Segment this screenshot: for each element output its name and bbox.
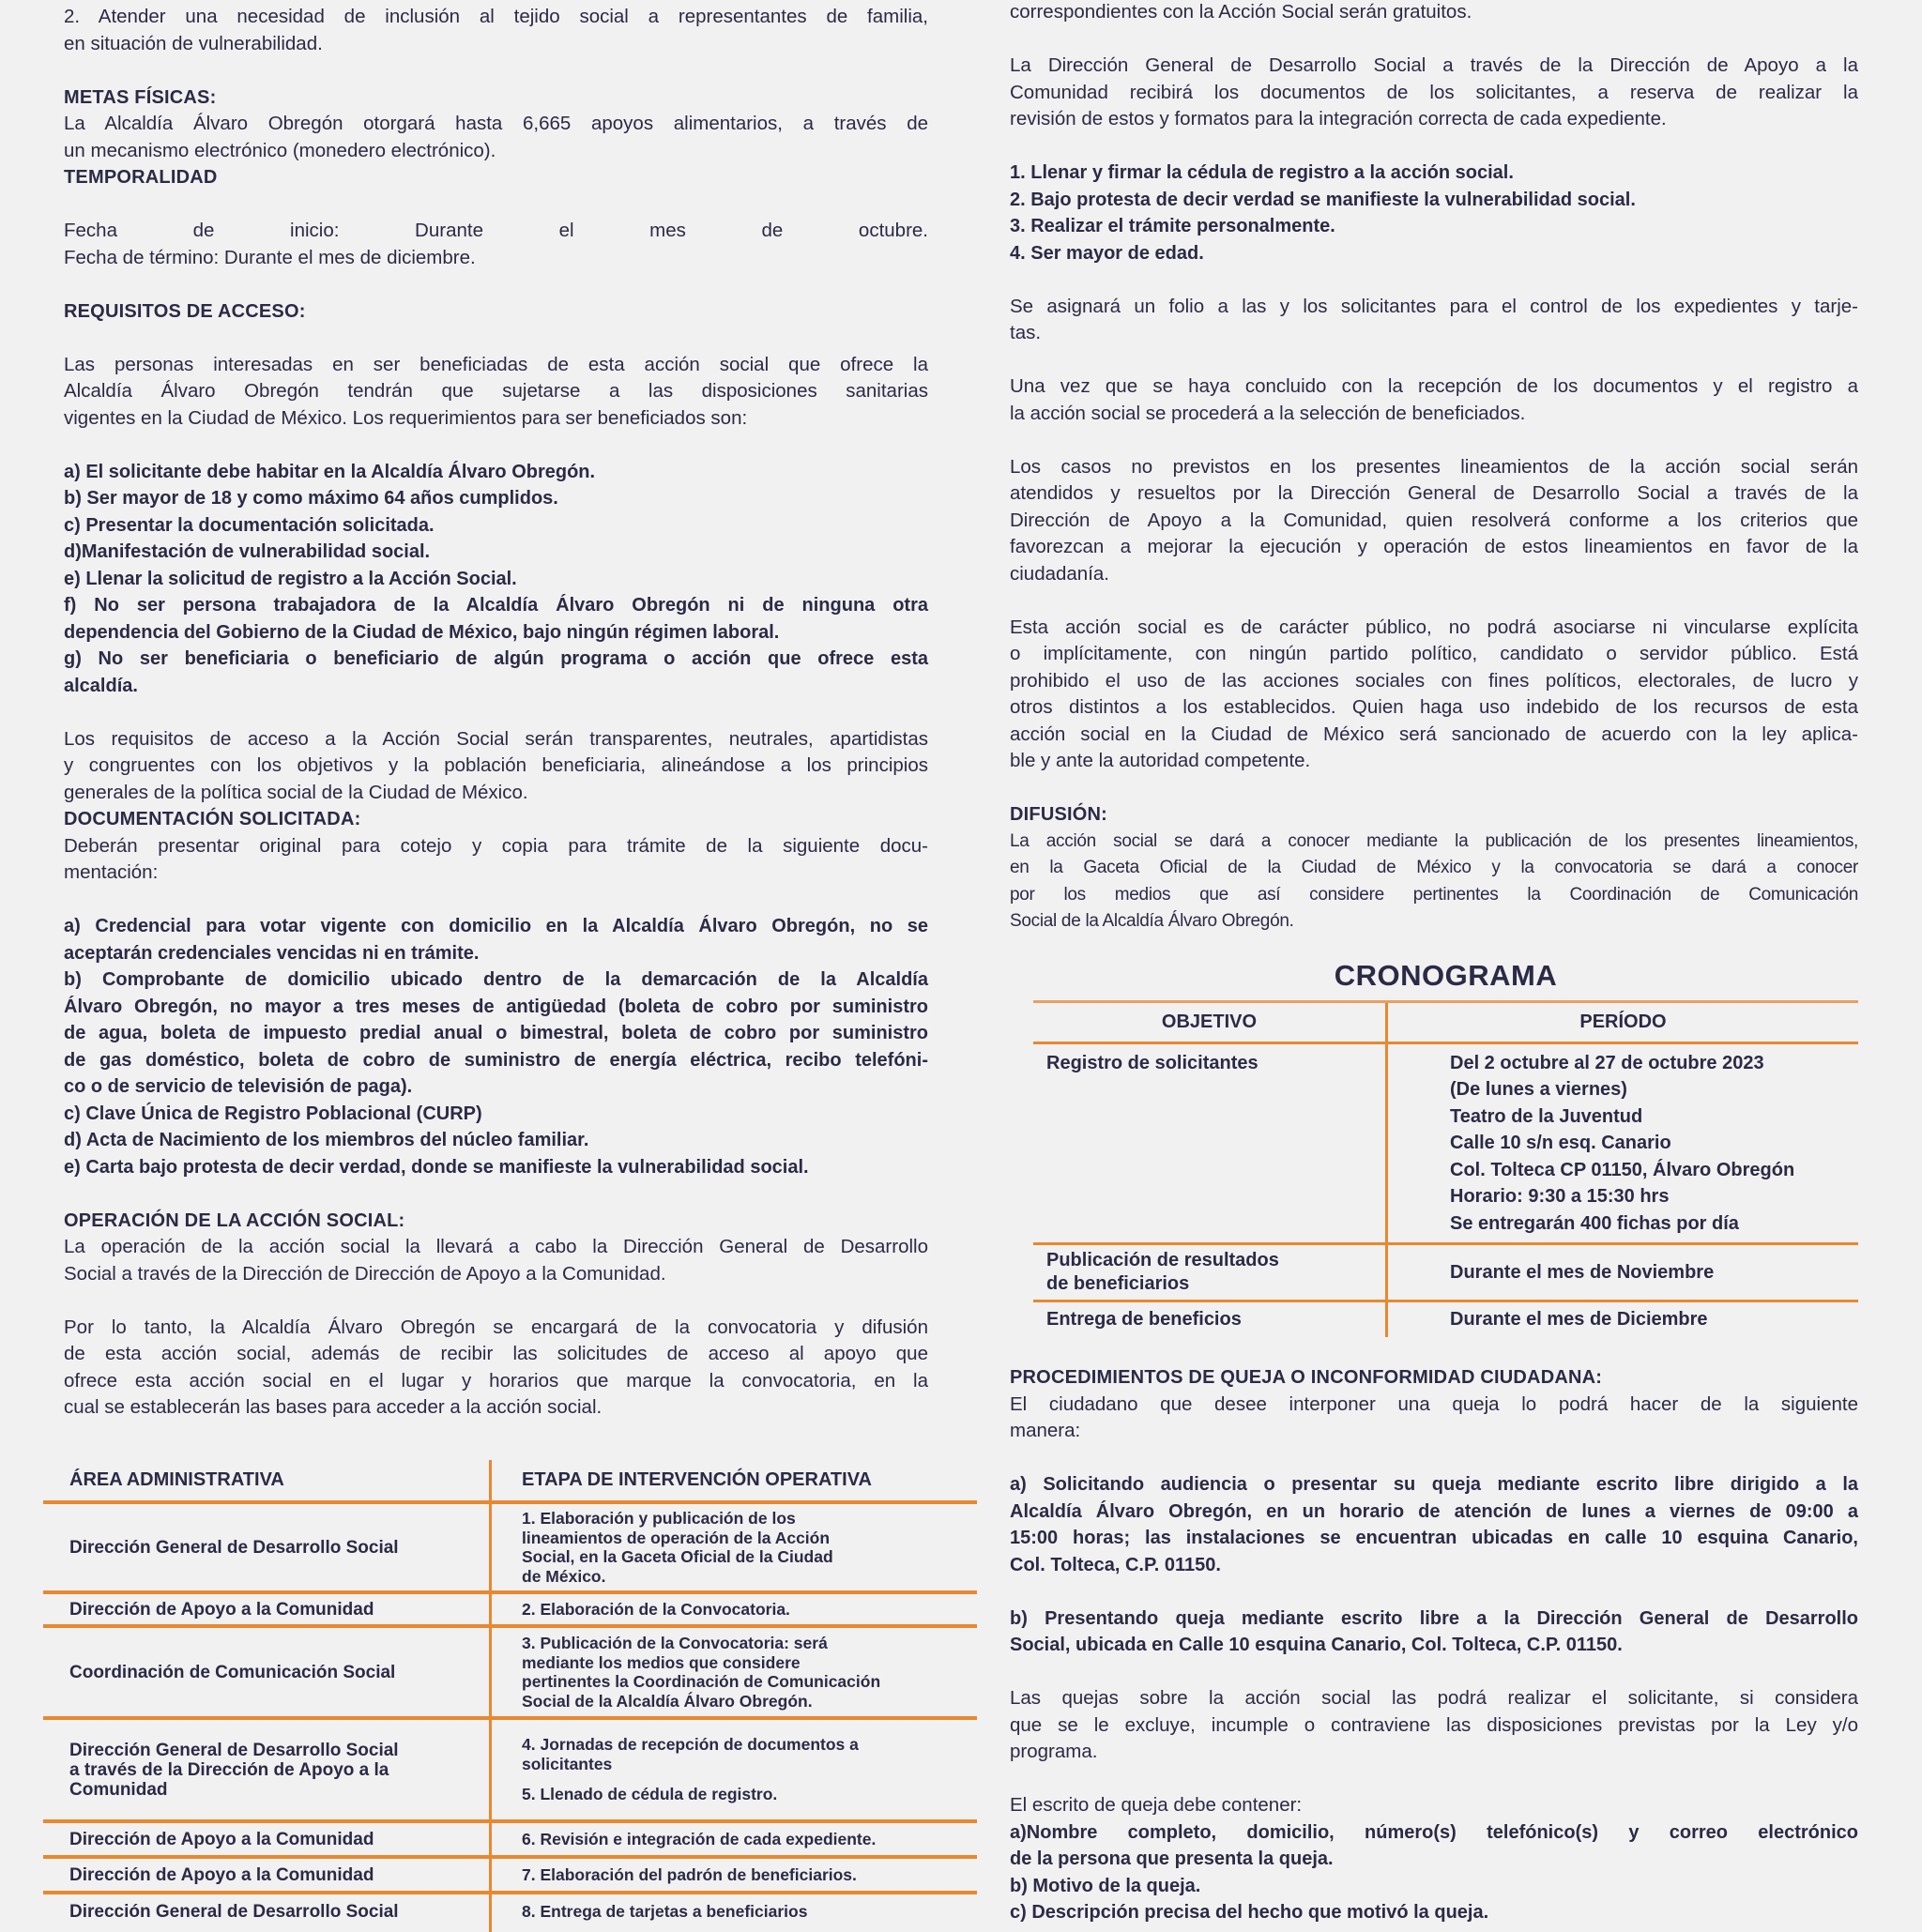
text-line: Comunidad recibirá los documentos de los solicitantes, a reserva de realizar la (1010, 81, 1858, 103)
text-line: atendidos y resueltos por la Dirección General de Desarrollo Social a través de la (1010, 482, 1858, 504)
cell-line: Horario: 9:30 a 15:30 hrs (1450, 1186, 1670, 1207)
cell-line: Calle 10 s/n esq. Canario (1450, 1133, 1671, 1153)
etapa-cell (489, 1720, 977, 1819)
text-line: DIFUSIÓN: (1010, 804, 1108, 825)
text-line: 3. Realizar el trámite personalmente. (1010, 216, 1335, 236)
text-line: Una vez que se haya concluido con la recepción de los documentos y el registro a (1010, 375, 1858, 397)
admin-table-row (43, 1720, 977, 1823)
column-header: ÁREA ADMINISTRATIVA (69, 1469, 284, 1490)
cell-line: Entrega de beneficios (1046, 1309, 1242, 1330)
text-line: alcaldía. (64, 675, 138, 696)
bold-list (64, 913, 928, 1180)
text-line: El escrito de queja debe contener: (1010, 1794, 1303, 1816)
cell-line: lineamientos de operación de la Acción (522, 1528, 831, 1547)
text-line: TEMPORALIDAD (64, 167, 218, 188)
text-line: Fecha de inicio: Durante el mes de octubre. (64, 220, 928, 241)
area-cell (43, 1504, 489, 1590)
cell-line: de México. (522, 1566, 606, 1586)
text-line: la acción social se procederá a la selección de beneficiados. (1010, 402, 1526, 424)
column-header: OBJETIVO (1161, 1012, 1258, 1032)
text-line: que se le excluye, incumple o contraviene las disposiciones previstas por la Ley y/o (1010, 1713, 1858, 1736)
cell-line: 2. Elaboración de la Convocatoria. (522, 1599, 790, 1619)
text-line: Las personas interesadas en ser beneficiadas de esta acción social que ofrece la (64, 353, 928, 375)
etapa-cell (489, 1894, 977, 1932)
text-line: acción social en la Ciudad de México será sancionado de acuerdo con la ley aplica- (1010, 723, 1858, 745)
cell-line: Comunidad (69, 1779, 168, 1800)
bold-list (64, 459, 928, 700)
text-line: Social de la Alcaldía Álvaro Obregón. (1010, 911, 1294, 931)
column-header: ETAPA DE INTERVENCIÓN OPERATIVA (489, 1460, 977, 1500)
cell-line (522, 1773, 977, 1785)
cell-line: pertinentes la Coordinación de Comunicación (522, 1672, 881, 1691)
text-line: Los requisitos de acceso a la Acción Social serán transparentes, neutrales, apartidistas (64, 727, 928, 750)
text-line: un mecanismo electrónico (monedero electrónico). (64, 139, 496, 161)
text-line: e) Carta bajo protesta de decir verdad, donde se manifieste la vulnerabilidad social. (64, 1156, 809, 1178)
cell-line: solicitantes (522, 1754, 613, 1773)
area-cell (43, 1859, 489, 1891)
cell-line: mediante los medios que considere (522, 1652, 801, 1672)
text-line: de la persona que presenta la queja. (1010, 1848, 1334, 1869)
text-line: La operación de la acción social la llevará a cabo la Dirección General de Desarrollo (64, 1236, 928, 1257)
text-line: Alcaldía Álvaro Obregón tendrán que sujetarse a las disposiciones sanitarias (64, 380, 928, 402)
text-line: de esta acción social, además de recibir las solicitudes de acceso al apoyo que (64, 1343, 928, 1364)
cell-line: Registro de solicitantes (1046, 1052, 1258, 1073)
cell-line: Social, en la Gaceta Oficial de la Ciudad (522, 1547, 833, 1566)
text-line: 2. Atender una necesidad de inclusión al tejido social a representantes de familia, (64, 6, 928, 27)
etapa-cell (489, 1823, 977, 1855)
bold-list (1010, 1605, 1858, 1659)
objetivo-cell (1033, 1302, 1385, 1337)
cell-line: Se entregarán 400 fichas por día (1450, 1212, 1739, 1234)
text-line: generales de la política social de la Ciudad de México. (64, 781, 528, 803)
text-line: DOCUMENTACIÓN SOLICITADA: (64, 809, 361, 829)
cronograma-table (1033, 1000, 1858, 1337)
text-line: La Alcaldía Álvaro Obregón otorgará hasta 6,665 apoyos alimentarios, a través de (64, 113, 928, 134)
section-heading (64, 1208, 928, 1235)
text-line: revisión de estos y formatos para la integración correcta de cada expediente. (1010, 108, 1667, 129)
periodo-cell (1385, 1044, 1858, 1243)
text-line: otros distintos a los establecidos. Quien haga uso indebido de los recursos de esta (1010, 696, 1858, 718)
text-line: PROCEDIMIENTOS DE QUEJA O INCONFORMIDAD CIUDADANA: (1010, 1367, 1603, 1388)
text-line: ciudadanía. (1010, 562, 1110, 585)
text-line: aceptarán credenciales vencidas ni en trámite. (64, 942, 480, 964)
text-line: mentación: (64, 861, 159, 883)
text-line: Se asignará un folio a las y los solicitantes para el control de los expedientes y tarje- (1010, 295, 1858, 317)
text-line: e) Llenar la solicitud de registro a la Acción Social. (64, 568, 517, 589)
text-line: d) Acta de Nacimiento de los miembros del núcleo familiar. (64, 1130, 589, 1150)
admin-table-row (43, 1628, 977, 1720)
periodo-cell (1385, 1245, 1858, 1300)
text-line: c) Descripción precisa del hecho que motivó la queja. (1010, 1902, 1489, 1923)
cronograma-row (1033, 1044, 1858, 1246)
paragraph (64, 1315, 928, 1422)
text-line: en situación de vulnerabilidad. (64, 32, 323, 54)
paragraph (1010, 454, 1858, 588)
periodo-cell (1385, 1302, 1858, 1337)
paragraph (64, 218, 928, 271)
text-line: g) No ser beneficiaria o beneficiario de algún programa o acción que ofrece esta (64, 648, 928, 669)
cell-line: Del 2 octubre al 27 de octubre 2023 (1450, 1052, 1764, 1073)
text-line: en la Gaceta Oficial de la Ciudad de México y la convocatoria se dará a conocer (1010, 858, 1858, 877)
paragraph (64, 726, 928, 807)
paragraph (1010, 294, 1858, 347)
area-cell (43, 1720, 489, 1819)
admin-table-row (43, 1859, 977, 1894)
text-line: favorezcan a mejorar la ejecución y operación de estos lineamientos en favor de la (1010, 536, 1858, 557)
paragraph (64, 833, 928, 887)
right-column-bottom (1010, 1364, 1858, 1926)
text-line: Los casos no previstos en los presentes lineamientos de la acción social serán (1010, 455, 1858, 478)
text-line: b) Ser mayor de 18 y como máximo 64 años cumplidos. (64, 488, 558, 509)
cell-line: Dirección de Apoyo a la Comunidad (69, 1599, 374, 1620)
text-line: METAS FÍSICAS: (64, 86, 217, 108)
text-line: a) El solicitante debe habitar en la Alcaldía Álvaro Obregón. (64, 461, 596, 482)
text-line: vigentes en la Ciudad de México. Los requerimientos para ser beneficiados son: (64, 406, 748, 429)
text-line: cual se establecerán las bases para acceder a la acción social. (64, 1396, 603, 1418)
text-line: 4. Ser mayor de edad. (1010, 242, 1204, 264)
text-line: por los medios que así considere pertinentes la Coordinación de Comunicación (1010, 884, 1858, 905)
text-line: c) Clave Única de Registro Poblacional (CURP) (64, 1103, 482, 1124)
cell-line: Dirección General de Desarrollo Social (69, 1740, 399, 1760)
section-heading (64, 806, 928, 833)
cronograma-header (1033, 1003, 1858, 1044)
text-line: Las quejas sobre la acción social las podrá realizar el solicitante, si considera (1010, 1687, 1858, 1709)
section-heading (64, 164, 928, 191)
text-line: La Dirección General de Desarrollo Social a través de la Dirección de Apoyo a la (1010, 54, 1858, 76)
text-line: b) Comprobante de domicilio ubicado dentro de la demarcación de la Alcaldía (64, 969, 928, 990)
text-line: 15:00 horas; las instalaciones se encuentran ubicadas en calle 10 esquina Canario, (1010, 1528, 1858, 1548)
text-line: 2. Bajo protesta de decir verdad se manifieste la vulnerabilidad social. (1010, 189, 1636, 210)
text-line: correspondientes con la Acción Social serán gratuitos. (1010, 1, 1472, 23)
bold-list (1010, 1471, 1858, 1578)
text-line: Álvaro Obregón, no mayor a tres meses de antigüedad (boleta de cobro por suministro (64, 996, 928, 1017)
text-line: d)Manifestación de vulnerabilidad social. (64, 541, 431, 562)
cell-line: 4. Jornadas de recepción de documentos a (522, 1735, 859, 1755)
text-line: Por lo tanto, la Alcaldía Álvaro Obregón se encargará de la convocatoria y difusión (64, 1316, 928, 1338)
cell-line: Durante el mes de Diciembre (1450, 1309, 1708, 1330)
section-heading (64, 84, 928, 112)
text-line: de agua, boleta de impuesto predial anual o bimestral, boleta de cobro por suministro (64, 1023, 928, 1043)
text-line: co o de servicio de televisión de paga). (64, 1076, 413, 1097)
paragraph (1010, 615, 1858, 775)
paragraph (1010, 1685, 1858, 1766)
text-line: ofrece esta acción social en el lugar y horarios que marque la convocatoria, en la (64, 1369, 928, 1392)
bold-list (1010, 1819, 1858, 1926)
text-line: Social, ubicada en Calle 10 esquina Canario, Col. Tolteca, C.P. 01150. (1010, 1635, 1623, 1655)
cell-line: Durante el mes de Noviembre (1450, 1261, 1715, 1283)
paragraph (1010, 373, 1858, 427)
text-line: 1. Llenar y firmar la cédula de registro a la acción social. (1010, 162, 1514, 183)
etapa-cell (489, 1594, 977, 1624)
text-line: Fecha de término: Durante el mes de diciembre. (64, 246, 476, 268)
etapa-cell (489, 1628, 977, 1716)
cell-line: Teatro de la Juventud (1450, 1105, 1643, 1127)
cell-line: 5. Llenado de cédula de registro. (522, 1785, 778, 1804)
cell-line: Publicación de resultados (1046, 1250, 1279, 1270)
cell-line: Col. Tolteca CP 01150, Álvaro Obregón (1450, 1159, 1795, 1180)
area-cell (43, 1594, 489, 1624)
admin-table-row (43, 1504, 977, 1594)
admin-table (43, 1460, 977, 1932)
paragraph (64, 352, 928, 433)
bold-list (1010, 160, 1858, 266)
objetivo-cell (1033, 1044, 1385, 1243)
cell-line: Coordinación de Comunicación Social (69, 1662, 396, 1682)
text-line: y congruentes con los objetivos y la población beneficiaria, alineándose a los principios (64, 754, 928, 776)
section-heading (1010, 801, 1858, 829)
text-line: c) Presentar la documentación solicitada. (64, 514, 435, 536)
left-column (64, 4, 928, 1422)
paragraph (64, 1234, 928, 1287)
text-line: a) Solicitando audiencia o presentar su queja mediante escrito libre dirigido a la (1010, 1474, 1858, 1495)
text-line: manera: (1010, 1420, 1081, 1441)
cronograma-row (1033, 1302, 1858, 1337)
section-heading (64, 298, 928, 326)
text-line: programa. (1010, 1741, 1098, 1762)
cell-line: Dirección de Apoyo a la Comunidad (69, 1864, 374, 1885)
text-line: o implícitamente, con ningún partido político, candidato o servidor público. Está (1010, 643, 1858, 664)
text-line: f) No ser persona trabajadora de la Alcaldía Álvaro Obregón ni de ninguna otra (64, 595, 928, 616)
admin-table-row (43, 1894, 977, 1932)
text-line: Col. Tolteca, C.P. 01150. (1010, 1554, 1221, 1575)
right-column-top (1010, 0, 1858, 936)
cell-line: Dirección de Apoyo a la Comunidad (69, 1829, 374, 1849)
text-line: Alcaldía Álvaro Obregón, en un horario de atención de lunes a viernes de 09:00 a (1010, 1500, 1858, 1522)
etapa-cell (489, 1504, 977, 1590)
cell-line: Social de la Alcaldía Álvaro Obregón. (522, 1691, 813, 1711)
cell-line: 3. Publicación de la Convocatoria: será (522, 1634, 828, 1652)
paragraph (64, 4, 928, 57)
text-line: Esta acción social es de carácter público, no podrá asociarse ni vincularse explícita (1010, 616, 1858, 638)
cronograma-title: CRONOGRAMA (1334, 959, 1558, 992)
text-line: a)Nombre completo, domicilio, número(s) telefónico(s) y correo electrónico (1010, 1821, 1858, 1843)
text-line: dependencia del Gobierno de la Ciudad de México, bajo ningún régimen laboral. (64, 621, 780, 643)
cell-line: Dirección General de Desarrollo Social (69, 1537, 399, 1558)
paragraph (1010, 829, 1858, 936)
cell-line: 8. Entrega de tarjetas a beneficiarios (522, 1902, 808, 1921)
cronograma-row (1033, 1245, 1858, 1302)
paragraph (1010, 1392, 1858, 1445)
admin-table-row (43, 1594, 977, 1628)
text-line: b) Motivo de la queja. (1010, 1875, 1201, 1896)
section-heading (1010, 1364, 1858, 1392)
cell-line: de beneficiarios (1046, 1273, 1190, 1294)
column-header: PERÍODO (1385, 1003, 1858, 1042)
text-line: b) Presentando queja mediante escrito libre a la Dirección General de Desarrollo (1010, 1607, 1858, 1629)
text-line: La acción social se dará a conocer mediante la publicación de los presentes lineamientos, (1010, 830, 1858, 851)
paragraph (64, 111, 928, 164)
text-line: REQUISITOS DE ACCESO: (64, 300, 306, 322)
cell-line: a través de la Dirección de Apoyo a la (69, 1759, 389, 1780)
paragraph (1010, 53, 1858, 133)
area-cell (43, 1894, 489, 1932)
cell-line: 6. Revisión e integración de cada expediente. (522, 1829, 877, 1848)
text-line: de gas doméstico, boleta de cobro de suministro de energía eléctrica, recibo telefóni- (64, 1049, 928, 1071)
text-line: El ciudadano que desee interponer una queja lo podrá hacer de la siguiente (1010, 1392, 1858, 1415)
text-line: a) Credencial para votar vigente con domicilio en la Alcaldía Álvaro Obregón, no se (64, 916, 928, 936)
text-line: prohibido el uso de las acciones sociales con fines políticos, electorales, de lucro y (1010, 669, 1858, 692)
admin-table-header (43, 1460, 977, 1504)
etapa-cell (489, 1859, 977, 1891)
text-line: ble y ante la autoridad competente. (1010, 750, 1311, 771)
area-cell (43, 1823, 489, 1855)
area-cell (43, 1628, 489, 1716)
paragraph (1010, 0, 1858, 26)
cell-line: 1. Elaboración y publicación de los (522, 1509, 796, 1528)
text-line: Social a través de la Dirección de Dirección de Apoyo a la Comunidad. (64, 1262, 666, 1285)
text-line: Deberán presentar original para cotejo y copia para trámite de la siguiente docu- (64, 834, 928, 857)
cell-line: Dirección General de Desarrollo Social (69, 1902, 399, 1922)
paragraph (1010, 1792, 1858, 1819)
admin-table-row (43, 1823, 977, 1859)
text-line: OPERACIÓN DE LA ACCIÓN SOCIAL: (64, 1209, 405, 1231)
cell-line: 7. Elaboración del padrón de beneficiarios. (522, 1864, 857, 1884)
text-line: tas. (1010, 322, 1042, 343)
text-line: Dirección de Apoyo a la Comunidad, quien resolverá conforme a los criterios que (1010, 509, 1858, 531)
cell-line: (De lunes a viernes) (1450, 1079, 1627, 1100)
objetivo-cell (1033, 1245, 1385, 1300)
